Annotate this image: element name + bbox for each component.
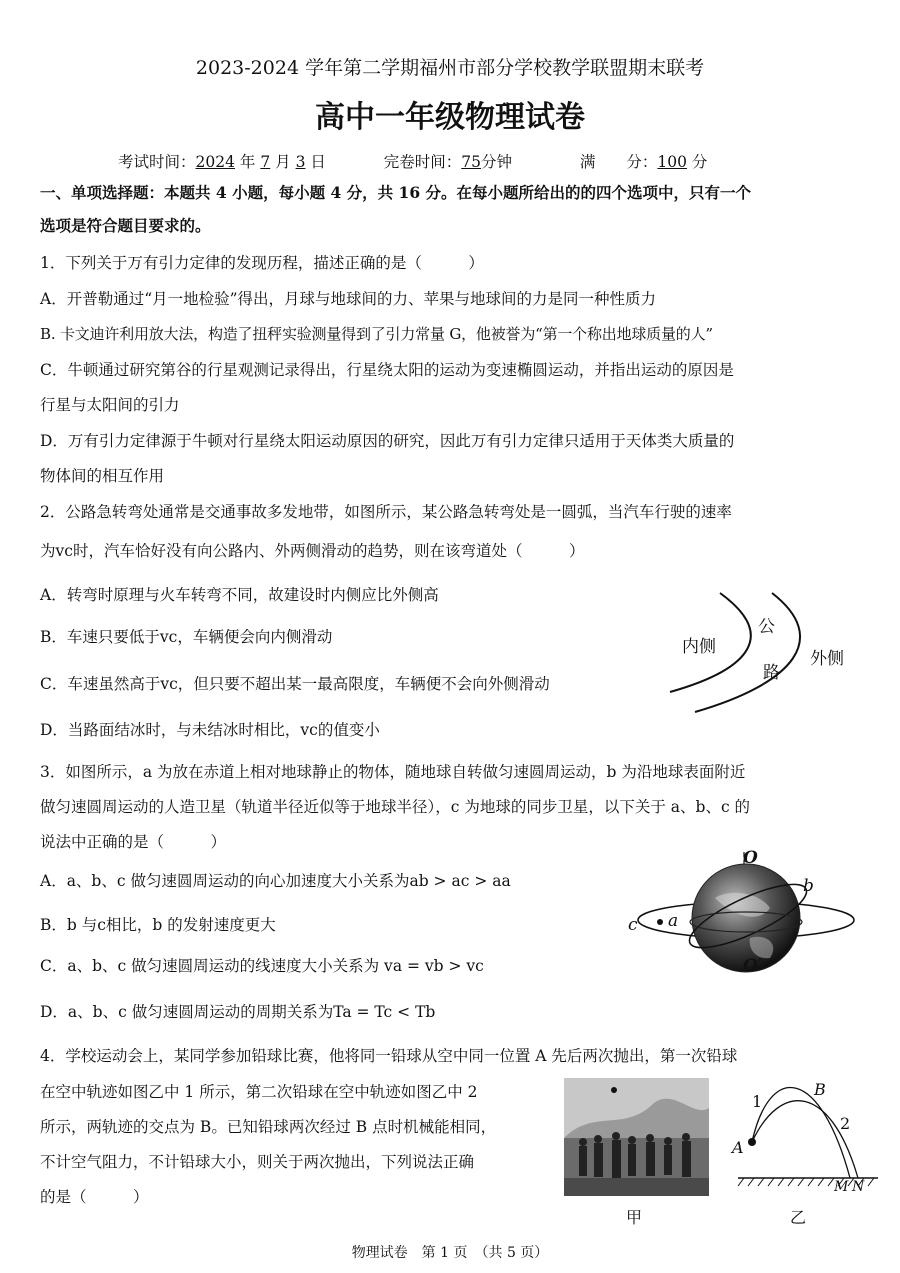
point-b-label: B (814, 1080, 826, 1099)
q3-option-a: A．a、b、c 做匀速圆周运动的向心加速度大小关系为ab > ac > aa (40, 872, 511, 890)
duration-unit: 分钟 (480, 153, 512, 171)
road-label-1: 公 (758, 617, 775, 637)
q3-stem-line3: 说法中正确的是（ ） (40, 833, 227, 851)
q1-option-d-line2: 物体间的相互作用 (40, 467, 165, 485)
section-heading-line2: 选项是符合题目要求的。 (40, 216, 211, 235)
exam-year: 2024 (195, 153, 235, 171)
q1-option-c-line2: 行星与太阳间的引力 (40, 396, 180, 414)
point-n-label: N (852, 1179, 865, 1195)
q2-stem-line2: 为vc时，汽车恰好没有向公路内、外两侧滑动的趋势，则在该弯道处（ ） (40, 542, 585, 560)
satellite-c-label: c (628, 915, 638, 935)
score-label: 满 分： (579, 153, 658, 171)
exam-info-row: 考试时间：2024 年 7 月 3 日 完卷时间：75分钟 满 分：100 分 (118, 153, 708, 171)
earth-orbit-figure (620, 848, 870, 978)
q2-stem-line1: 2．公路急转弯处通常是交通事故多发地带，如图所示，某公路急转弯处是一圆弧，当汽车行驶的速率 (40, 503, 732, 521)
point-a-label: A (732, 1138, 744, 1157)
figure-yi-caption: 乙 (790, 1208, 807, 1227)
q1-option-c-line1: C．牛顿通过研究第谷的行星观测记录得出，行星绕太阳的运动为变速椭圆运动，并指出运动的原因是 (40, 361, 734, 379)
section-heading-line1: 一、单项选择题：本题共 4 小题，每小题 4 分，共 16 分。在每小题所给出的的四个选项中，只有一个 (40, 183, 752, 202)
shot-put-photo-drawing (564, 1078, 709, 1196)
point-m-label: M (834, 1179, 849, 1195)
shot-put-photo (564, 1078, 709, 1196)
q4-stem-line3: 所示，两轨迹的交点为 B。已知铅球两次经过 B 点时机械能相同， (40, 1118, 497, 1136)
q2-option-b: B．车速只要低于vc，车辆便会向内侧滑动 (40, 628, 333, 646)
q1-option-b: B. 卡文迪许利用放大法，构造了扭秤实验测量得到了引力常量 G，他被誉为“第一个称出地球质量的人” (40, 325, 713, 343)
q4-stem-line2: 在空中轨迹如图乙中 1 所示，第二次铅球在空中轨迹如图乙中 2 (40, 1083, 478, 1101)
q2-option-a: A．转弯时原理与火车转弯不同，故建设时内侧应比外侧高 (40, 586, 439, 604)
exam-time-label: 考试时间： (118, 153, 196, 171)
outer-side-label: 外侧 (810, 649, 844, 669)
q3-option-c: C．a、b、c 做匀速圆周运动的线速度大小关系为 va = vb > vc (40, 957, 484, 975)
object-a-label: a (668, 911, 679, 931)
trajectory-figure (730, 1072, 880, 1200)
road-curve-figure (660, 588, 870, 718)
exam-month: 7 (260, 153, 271, 171)
duration-value: 75 (461, 153, 481, 171)
inner-side-label: 内侧 (682, 637, 716, 657)
axis-bottom-label: O′ (743, 956, 763, 976)
trajectory-1-label: 1 (752, 1092, 763, 1111)
page-footer: 物理试卷 第 1 页 （共 5 页） (351, 1245, 549, 1261)
q3-option-b: B．b 与c相比，b 的发射速度更大 (40, 916, 276, 934)
duration-label: 完卷时间： (383, 153, 462, 171)
q3-stem-line2: 做匀速圆周运动的人造卫星（轨道半径近似等于地球半径），c 为地球的同步卫星，以下关于 a、b、c 的 (40, 798, 751, 816)
q4-stem-line5: 的是（ ） (40, 1188, 149, 1206)
satellite-b-label: b (803, 876, 814, 896)
q4-stem-line4: 不计空气阻力，不计铅球大小，则关于两次抛出，下列说法正确 (40, 1153, 475, 1171)
q4-stem-line1: 4．学校运动会上，某同学参加铅球比赛，他将同一铅球从空中同一位置 A 先后两次抛出，第一次铅球 (40, 1047, 738, 1065)
q3-option-d: D．a、b、c 做匀速圆周运动的周期关系为Ta = Tc < Tb (40, 1003, 436, 1021)
exam-title: 2023-2024 学年第二学期福州市部分学校教学联盟期末联考 (195, 57, 705, 79)
score-unit: 分 (691, 153, 708, 171)
score-value: 100 (657, 153, 687, 171)
subject-title: 高中一年级物理试卷 (315, 100, 585, 135)
q1-stem: 1．下列关于万有引力定律的发现历程，描述正确的是（ ） (40, 254, 484, 272)
road-label-2: 路 (763, 663, 780, 683)
axis-top-label: O (743, 848, 758, 868)
q2-option-c: C．车速虽然高于vc，但只要不超出某一最高限度，车辆便不会向外侧滑动 (40, 675, 550, 693)
q1-option-d-line1: D．万有引力定律源于牛顿对行星绕太阳运动原因的研究，因此万有引力定律只适用于天体类大质量的 (40, 432, 735, 450)
trajectory-2-label: 2 (840, 1114, 851, 1133)
q1-option-a: A．开普勒通过“月一地检验”得出，月球与地球间的力、苹果与地球间的力是同一种性质力 (40, 290, 657, 308)
q2-option-d: D．当路面结冰时，与未结冰时相比，vc的值变小 (40, 721, 380, 739)
figure-jia-caption: 甲 (626, 1208, 643, 1227)
exam-day: 3 (295, 153, 306, 171)
q3-stem-line1: 3．如图所示，a 为放在赤道上相对地球静止的物体，随地球自转做匀速圆周运动，b 为沿地球表面附近 (40, 763, 746, 781)
